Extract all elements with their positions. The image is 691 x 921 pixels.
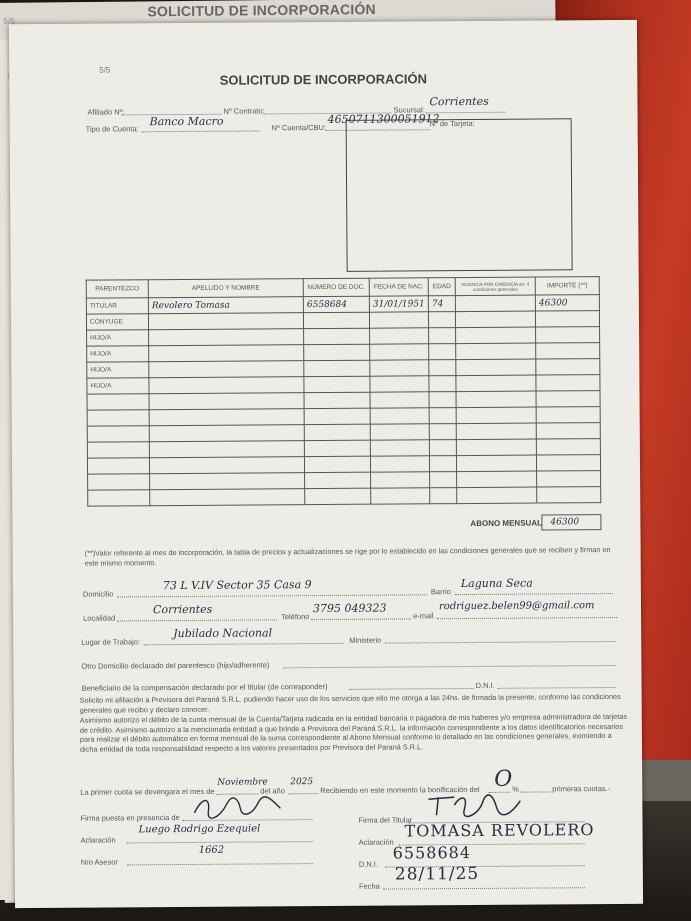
abono-mensual-label: ABONO MENSUAL <box>470 518 543 528</box>
cell-apellido-nombre[interactable] <box>149 393 304 410</box>
afiliado-field[interactable] <box>121 105 221 116</box>
cell-vigencia[interactable] <box>456 343 536 360</box>
cell-numero-doc[interactable] <box>305 472 371 488</box>
cell-importe[interactable] <box>535 311 599 327</box>
cell-parentezco[interactable] <box>87 442 149 458</box>
fecha-label: Fecha <box>358 881 380 891</box>
cell-fecha-nac[interactable] <box>370 456 429 472</box>
cell-vigencia[interactable] <box>456 375 536 392</box>
table-row <box>88 487 601 507</box>
cell-numero-doc[interactable] <box>304 376 370 392</box>
cell-fecha-nac[interactable] <box>370 408 429 424</box>
cell-parentezco[interactable] <box>87 394 149 410</box>
cell-parentezco[interactable] <box>88 474 150 490</box>
nro-asesor-value: 1662 <box>198 844 225 856</box>
application-form <box>9 20 643 908</box>
aclaracion-titular-value: TOMASA REVOLERO <box>404 820 595 841</box>
cell-apellido-nombre[interactable]: Revolero Tomasa <box>148 297 303 314</box>
tipo-cuenta-value: Banco Macro <box>149 114 224 129</box>
cell-fecha-nac[interactable] <box>370 376 429 392</box>
primeras-cuotas-field[interactable] <box>520 782 550 792</box>
cell-parentezco[interactable] <box>87 458 149 474</box>
fecha-value: 28/11/25 <box>394 863 480 885</box>
cell-apellido-nombre[interactable] <box>149 457 304 474</box>
cuota-anio-value: 2025 <box>290 777 314 788</box>
cell-vigencia[interactable] <box>456 391 536 408</box>
back-sheet-title: SOLICITUD DE INCORPORACIÓN <box>147 0 376 20</box>
cell-importe[interactable] <box>536 391 600 407</box>
cell-vigencia[interactable] <box>456 423 536 440</box>
cell-vigencia[interactable] <box>456 359 536 376</box>
domicilio-label: Domicilio <box>82 589 114 599</box>
beneficiario-dni-field[interactable] <box>498 678 616 689</box>
tarjeta-label: Nº de Tarjeta: <box>429 118 475 129</box>
sucursal-value: Corrientes <box>429 94 489 109</box>
legal-affiliation-text: Solicito mi afiliación a Previsora del Paraná S.R.L. pudiendo hacer uso de los servicios que ello me otorga a las 24hs. de firmada la presente, conforme las condiciones generales que recibo y declaro conocer. <box>79 691 621 715</box>
cell-importe[interactable] <box>536 423 600 439</box>
cell-edad[interactable] <box>430 488 457 504</box>
cell-apellido-nombre[interactable] <box>149 377 304 394</box>
ministerio-field[interactable] <box>385 632 615 644</box>
cell-parentezco[interactable]: CÓNYUGE <box>86 314 148 330</box>
cell-importe[interactable] <box>537 471 601 487</box>
header-parentezco: PARENTEZCO <box>86 280 148 298</box>
cell-apellido-nombre[interactable] <box>150 473 305 490</box>
cell-importe[interactable] <box>536 327 600 343</box>
cell-parentezco[interactable]: HIJO/A <box>87 330 149 346</box>
domicilio-value: 73 L V.IV Sector 35 Casa 9 <box>162 578 312 593</box>
cuota-anio-label: del año <box>260 786 285 796</box>
cell-parentezco[interactable]: HIJO/A <box>87 362 149 378</box>
cell-importe[interactable] <box>537 487 601 503</box>
cell-edad[interactable] <box>429 376 456 392</box>
localidad-label: Localidad <box>83 613 116 623</box>
barrio-value: Laguna Seca <box>460 576 533 591</box>
cell-apellido-nombre[interactable] <box>149 361 304 378</box>
aclaracion-asesor-label: Aclaración <box>80 835 116 845</box>
cell-numero-doc[interactable] <box>303 312 369 328</box>
pricing-note: (**)Valor referente al mes de incorporación, la tabla de precios y actualizaciones se rige por lo establecido en las condiciones generales que se reciben y firman en este mismo momento. <box>84 545 611 568</box>
cell-apellido-nombre[interactable] <box>149 425 304 442</box>
cell-fecha-nac[interactable] <box>369 312 428 328</box>
bonificacion-percent: % <box>512 784 519 794</box>
cell-fecha-nac[interactable] <box>370 360 429 376</box>
cuenta-cbu-value: 4650711300051912 <box>327 112 440 126</box>
cell-edad[interactable] <box>428 312 455 328</box>
email-value: rodriguez.belen99@gmail.com <box>438 600 595 613</box>
otro-domicilio-label: Otro Domicilio declarado del parentesco (hijo/adherente) <box>81 660 270 671</box>
beneficiario-label: Beneficiario de la compensación declarado por el titular (de corresponder) <box>81 681 328 693</box>
contrato-label: Nº Contrato: <box>223 106 265 116</box>
cuota-prefix: La primer cuota se devengara el mes de <box>80 786 215 797</box>
primeras-cuotas-label: primeras cuotas.- <box>552 784 611 794</box>
header-apellido-nombre: APELLIDO Y NOMBRE <box>148 279 303 298</box>
cell-edad[interactable] <box>429 328 456 344</box>
cell-numero-doc[interactable] <box>304 456 370 472</box>
cell-fecha-nac[interactable] <box>370 424 429 440</box>
cuota-mes-value: Noviembre <box>217 777 268 788</box>
telefono-label: Teléfono <box>281 612 310 622</box>
dni-titular-value: 6558684 <box>392 842 472 863</box>
cuenta-cbu-label: Nº Cuenta/CBU: <box>271 122 327 133</box>
cell-importe[interactable] <box>536 359 600 375</box>
cell-fecha-nac[interactable] <box>371 472 430 488</box>
cell-importe[interactable] <box>536 407 600 423</box>
photo-box <box>346 118 573 272</box>
cell-numero-doc[interactable]: 6558684 <box>303 296 369 312</box>
cell-numero-doc[interactable] <box>304 408 370 424</box>
cell-parentezco[interactable]: HIJO/A <box>87 378 149 394</box>
aclaracion-titular-label: Aclaración <box>358 837 394 847</box>
cell-edad[interactable] <box>429 360 456 376</box>
cell-vigencia[interactable] <box>456 455 536 472</box>
members-table <box>86 276 602 507</box>
cell-numero-doc[interactable] <box>304 360 370 376</box>
beneficiario-dni-label: D.N.I. <box>475 680 495 690</box>
dni-titular-label: D.N.I. <box>358 859 378 869</box>
firma-presencia-label: Firma puesta en presencia de <box>80 813 180 823</box>
cell-numero-doc[interactable] <box>304 344 370 360</box>
beneficiario-field[interactable] <box>350 679 474 690</box>
cell-apellido-nombre[interactable] <box>149 345 304 362</box>
otro-domicilio-field[interactable] <box>283 656 615 668</box>
abono-mensual-field[interactable] <box>541 514 601 530</box>
barrio-label: Barrio <box>430 587 451 597</box>
cell-edad[interactable] <box>429 456 456 472</box>
cell-edad[interactable] <box>429 424 456 440</box>
cell-edad[interactable] <box>429 344 456 360</box>
advisor-signature <box>192 794 282 823</box>
afiliado-label: Afiliado Nº: <box>87 107 125 117</box>
cell-numero-doc[interactable] <box>304 424 370 440</box>
cell-vigencia[interactable] <box>456 327 536 344</box>
form-title: SOLICITUD DE INCORPORACIÓN <box>219 71 428 88</box>
telefono-value: 3795 049323 <box>312 601 387 616</box>
cell-apellido-nombre[interactable] <box>149 329 304 346</box>
cell-edad[interactable] <box>429 440 456 456</box>
cell-parentezco[interactable] <box>87 426 149 442</box>
trabajo-value: Jubilado Nacional <box>173 626 273 641</box>
cell-importe[interactable] <box>536 343 600 359</box>
trabajo-label: Lugar de Trabajo: <box>81 637 141 647</box>
cell-parentezco[interactable] <box>88 490 150 506</box>
cell-edad[interactable] <box>430 472 457 488</box>
holder-signature <box>424 791 524 824</box>
email-label: e-mail <box>413 611 434 621</box>
cell-fecha-nac[interactable] <box>371 488 430 504</box>
cell-vigencia[interactable] <box>457 471 537 488</box>
legal-debit-text: Asimismo autorizo el débito de la cuota mensual de la Cuenta/Tarjeta radicada en la entidad bancaria o pagadora de mis haberes y/o empresa administradora de tarjetas de crédito. Asimismo autorizo a la mencionada entidad a que brinde a Previsora del Paraná S.R.L. la información correspondiente a los datos identificatorios necesarios para realizar el débito automático en forma mensual de la suma correspondiente al Abono Mensual conforme lo detallado en las condiciones generales, eximiendo a dicha entidad de toda responsabilidad respecto a los valores presentados por Previsora del Paraná S.R.L. <box>79 711 627 754</box>
cell-apellido-nombre[interactable] <box>149 441 304 458</box>
cell-edad[interactable] <box>429 408 456 424</box>
header-fecha-nac: FECHA DE NAC. <box>369 278 428 296</box>
tipo-cuenta-label: Tipo de Cuenta: <box>85 124 139 134</box>
cell-fecha-nac[interactable] <box>370 440 429 456</box>
aclaracion-asesor-value: Luego Rodrigo Ezequiel <box>138 823 261 836</box>
cell-vigencia[interactable] <box>457 487 537 504</box>
cell-importe[interactable]: 46300 <box>535 295 599 311</box>
header-vigencia: VIGENCIA POR CARENCIA art. 4 condiciones generales <box>455 277 535 296</box>
ministerio-label: Ministerio <box>349 635 382 645</box>
nro-asesor-label: Nro Asesor <box>80 857 118 867</box>
localidad-value: Corrientes <box>152 602 213 617</box>
cell-vigencia[interactable] <box>456 407 536 424</box>
cell-apellido-nombre[interactable] <box>150 489 305 506</box>
cell-vigencia[interactable] <box>456 439 536 456</box>
cell-vigencia[interactable] <box>455 295 535 312</box>
cell-numero-doc[interactable] <box>305 488 371 504</box>
cell-edad[interactable] <box>429 392 456 408</box>
cell-fecha-nac[interactable] <box>370 328 429 344</box>
cell-numero-doc[interactable] <box>304 328 370 344</box>
form-page-number: 5/5 <box>99 65 111 75</box>
cuota-suffix: Recibiendo en este momento la bonificación del <box>320 784 480 796</box>
back-sheet-page-number: 5/5 <box>3 16 15 26</box>
cell-numero-doc[interactable] <box>304 440 370 456</box>
cell-importe[interactable] <box>536 455 600 471</box>
cell-importe[interactable] <box>536 375 600 391</box>
cell-fecha-nac[interactable]: 31/01/1951 <box>369 296 428 312</box>
cell-numero-doc[interactable] <box>304 392 370 408</box>
cell-apellido-nombre[interactable] <box>149 409 304 426</box>
cell-apellido-nombre[interactable] <box>148 313 303 330</box>
cell-vigencia[interactable] <box>455 311 535 328</box>
header-edad: EDAD <box>428 278 455 296</box>
cell-parentezco[interactable]: HIJO/A <box>87 346 149 362</box>
cell-parentezco[interactable]: TITULAR <box>86 298 148 314</box>
cell-fecha-nac[interactable] <box>370 392 429 408</box>
header-importe: IMPORTE (**) <box>535 277 599 295</box>
sucursal-label: Sucursal: <box>393 105 425 115</box>
header-numero-doc: NÚMERO DE DOC. <box>303 278 369 296</box>
cell-importe[interactable] <box>536 439 600 455</box>
cell-edad[interactable]: 74 <box>428 296 455 312</box>
cell-parentezco[interactable] <box>87 410 149 426</box>
abono-mensual-value: 46300 <box>550 517 580 528</box>
bonificacion-value: O <box>494 766 513 792</box>
firma-titular-label: Firma del Titular <box>358 815 413 825</box>
nro-asesor-field[interactable] <box>127 854 313 865</box>
cell-fecha-nac[interactable] <box>370 344 429 360</box>
